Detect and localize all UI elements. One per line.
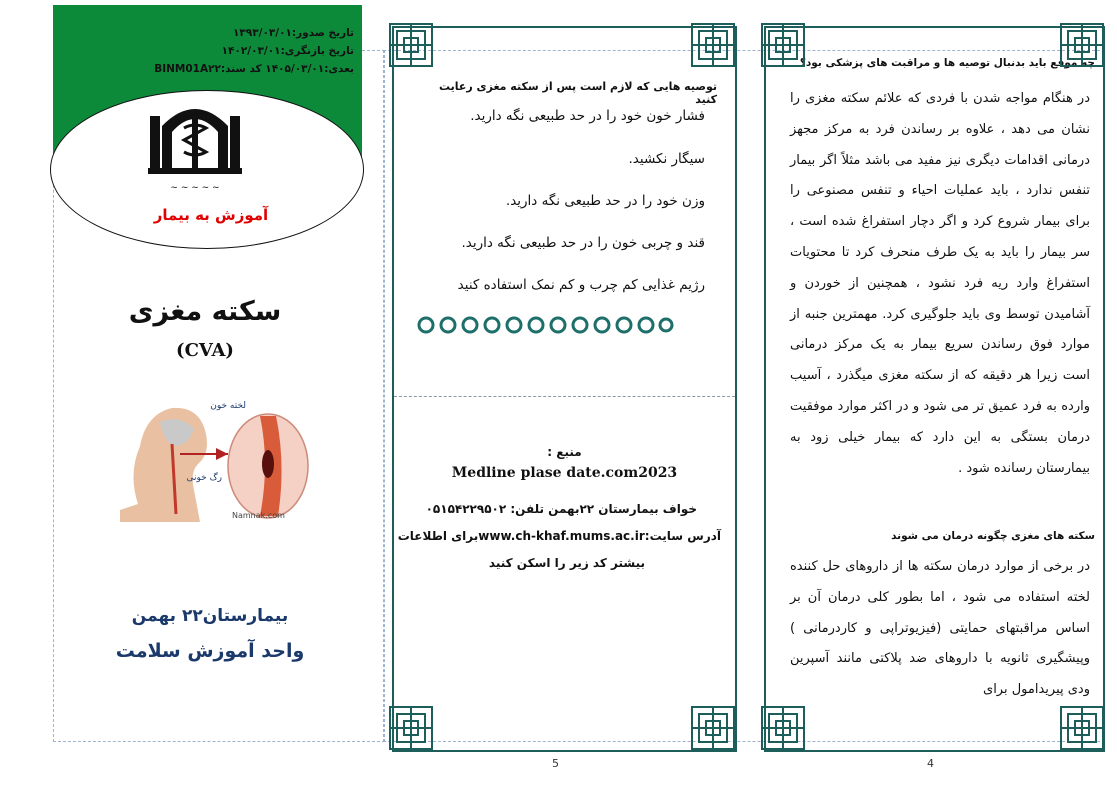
corner-ornament [1060, 706, 1104, 750]
source-label: منبع : [547, 445, 582, 459]
tip-item: قند و چربی خون را در حد طبیعی نگه دارید. [461, 235, 705, 251]
treatment-heading: سکته های مغزی چگونه درمان می شوند [891, 530, 1095, 542]
brochure-title: سکته مغزی [128, 296, 282, 327]
decorative-swirl-divider [414, 313, 674, 337]
clot-label: لخته خون [210, 401, 246, 411]
svg-text:~ ~ ~ ~ ~: ~ ~ ~ ~ ~ [170, 183, 220, 193]
brochure-subtitle: (CVA) [176, 340, 234, 361]
tip-item: فشار خون خود را در حد طبیعی نگه دارید. [470, 108, 705, 124]
university-logo [148, 98, 242, 198]
tip-item: سیگار نکشید. [628, 151, 705, 167]
patient-education-label: آموزش به بیمار [153, 206, 269, 224]
page-4-frame [764, 26, 1105, 752]
treatment-text: در برخی از موارد درمان سکته ها از داروهای حل کننده لخته استفاده می شود ، اما بطور کلی درمان آن بر اساس مراقبتهای حمایتی (فیزیوتراپی و کاردرمانی ) وپیشگیری ثانویه با داروهای ضد پلاکتی مانند آسپرین ودی پیریدامول برای [790, 559, 1090, 698]
page-number-4: 4 [927, 757, 934, 770]
vessel-label: رگ خونی [186, 473, 222, 483]
hospital-name: بیمارستان۲۲ بهمن [131, 606, 289, 626]
recommendations-heading: توصیه هایی که لازم است پس از سکته مغزی رعایت کنید [438, 80, 717, 106]
when-to-seek-care-heading: چه موقع باید بدنبال توصیه ها و مراقبت های پزشکی بود؟ [799, 57, 1095, 69]
health-education-unit: واحد آموزش سلامت [115, 640, 305, 662]
corner-ornament [761, 23, 805, 67]
illustration-watermark: Namnak.com [232, 511, 285, 520]
contact-website: آدرس سایت:www.ch-khaf.mums.ac.irبرای اطلاعات [397, 529, 721, 543]
corner-ornament [761, 706, 805, 750]
page-5-frame [392, 26, 737, 752]
when-to-seek-care-text: در هنگام مواجه شدن با فردی که علائم سکته مغزی را نشان می دهد ، علاوه بر رساندن فرد به مرکز مجهز درمانی اقدامات دیگری نیز مفید می باشد مثلاً اگر بیمار تنفس ندارد ، باید عملیات احیاء و تنفس مصنوعی را برای بیمار شروع کرد و اگر دچار استفراغ شده است ، سر بیمار را باید به یک طرف منحرف کرد تا محتویات استفراغ وارد ریه فرد نشود ، همچنین از خوردن و آشامیدن توسط وی باید جلوگیری کرد. مهمترین جنبه از موارد فوق رساندن سریع بیمار به یک مرکز درمانی است زیرا هر دقیقه که از سکته مغزی میگذرد ، آسیب وارده به فرد عمیق تر می شود و در اکثر موارد موفقیت درمان بستگی به این دارد که بیمار خیلی زود به بیمارستان رسانده شود . [790, 91, 1090, 476]
tip-item: وزن خود را در حد طبیعی نگه دارید. [505, 193, 705, 209]
document-code: بعدی:۱۴۰۵/۰۳/۰۱ کد سند:BINM01A۲۲ [154, 63, 354, 75]
corner-ornament [691, 23, 735, 67]
contact-phone: خواف بیمارستان ۲۲بهمن تلفن: ۰۵۱۵۴۲۲۹۵۰۲ [425, 502, 697, 516]
issue-date: تاریخ صدور:۱۳۹۳/۰۳/۰۱ [232, 27, 354, 39]
corner-ornament [1060, 23, 1104, 67]
corner-ornament [389, 23, 433, 67]
stroke-illustration [120, 394, 310, 522]
corner-ornament [691, 706, 735, 750]
review-date: تاریخ بازنگری:۱۴۰۲/۰۳/۰۱ [221, 45, 354, 57]
section-divider [394, 396, 735, 397]
tip-item: رژیم غذایی کم چرب و کم نمک استفاده کنید [457, 277, 705, 293]
corner-ornament [389, 706, 433, 750]
contact-scan-note: بیشتر کد زیر را اسکن کنید [488, 556, 645, 570]
page-number-5: 5 [552, 757, 559, 770]
source-value: Medline plase date.com2023 [451, 465, 678, 481]
